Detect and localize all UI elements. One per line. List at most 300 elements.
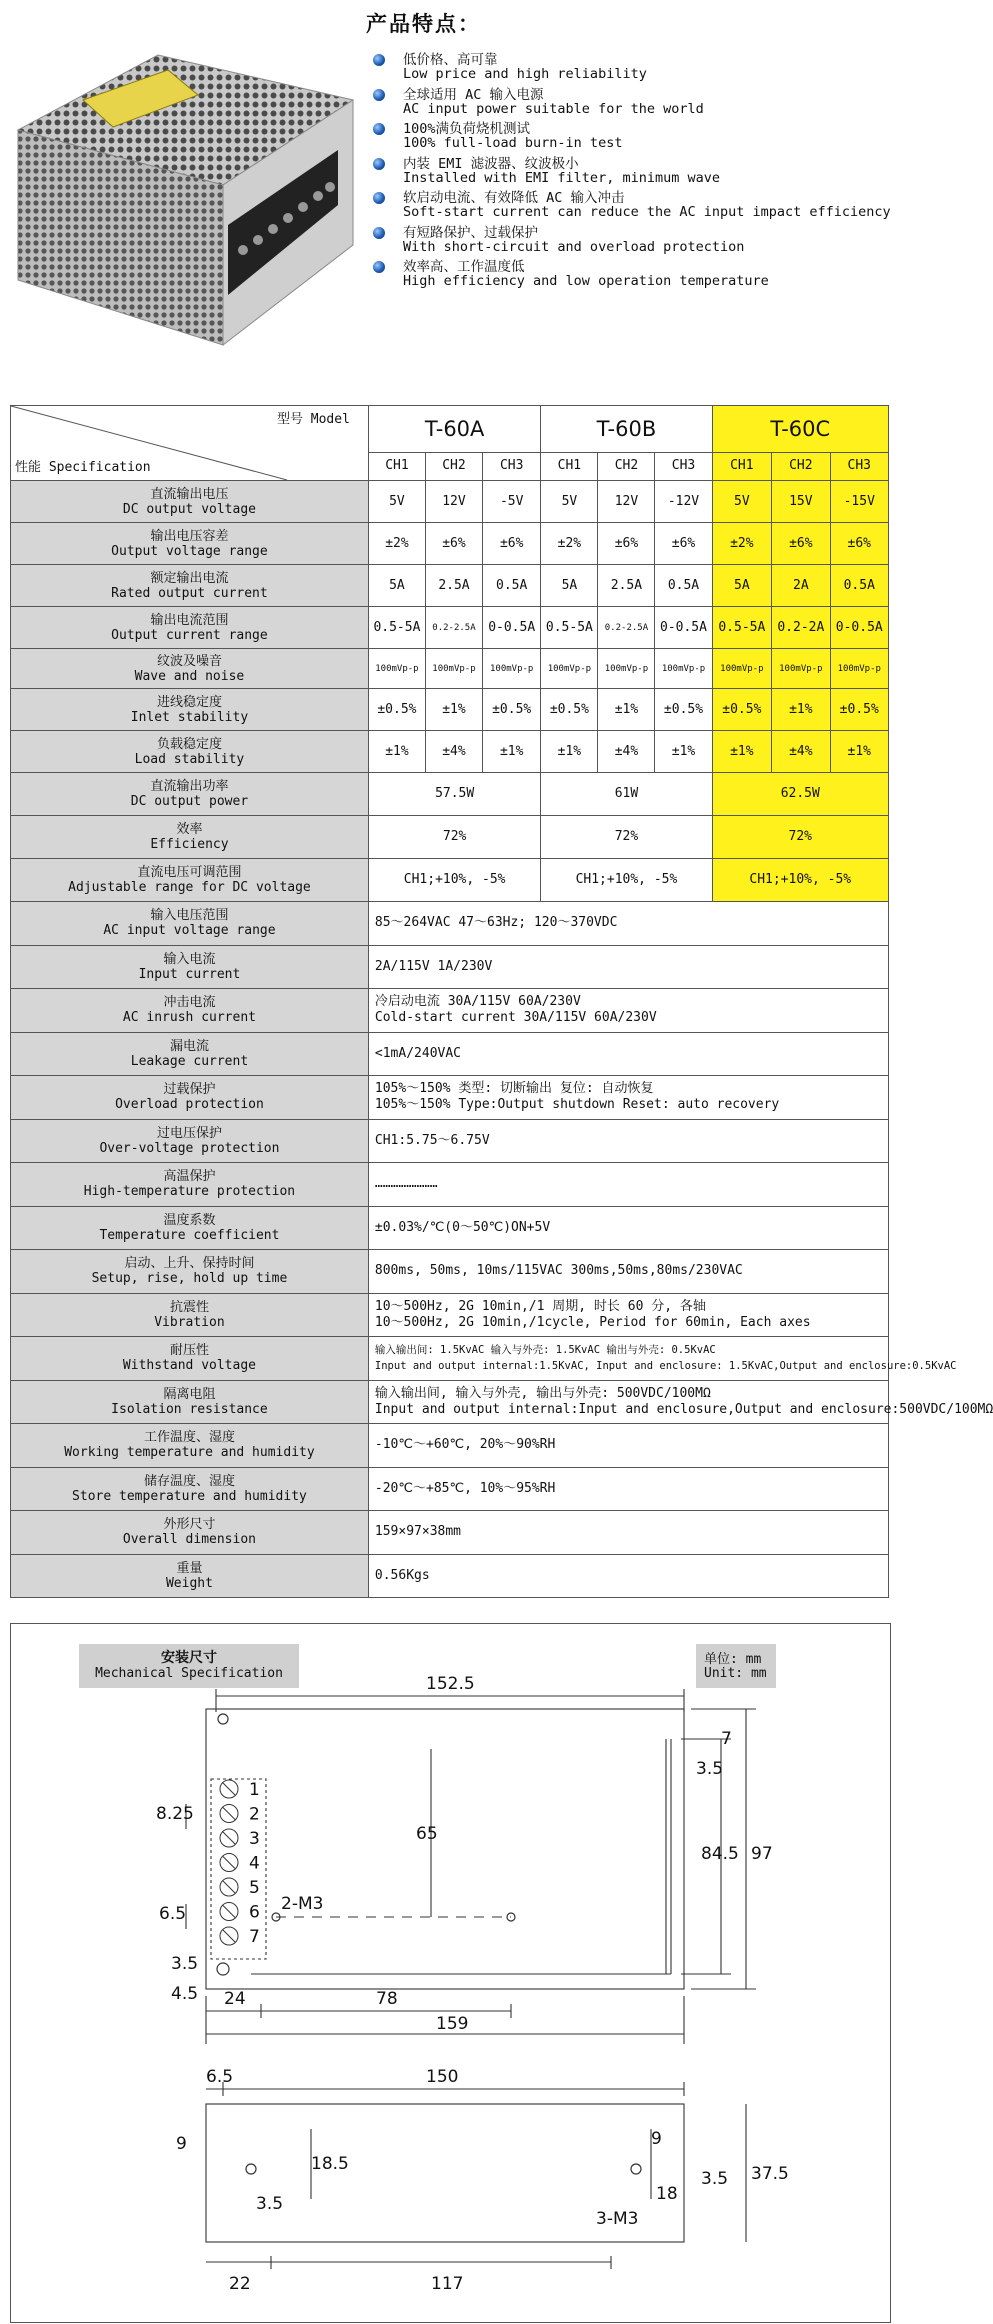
dim-r3-5: 3.5 xyxy=(696,1759,724,1779)
dim-r7: 7 xyxy=(721,1729,732,1749)
general-value-line1: 159×97×38mm xyxy=(374,1524,461,1540)
dim-overall-width: 159 xyxy=(436,2014,469,2034)
table-cell: 100mVp-p xyxy=(483,649,541,689)
row-label-cn: 外形尺寸 xyxy=(163,1517,216,1533)
table-row-general xyxy=(11,1511,889,1555)
table-cell: ±0.5% xyxy=(368,689,425,731)
model-header: T-60C xyxy=(712,406,888,453)
row-label xyxy=(11,1467,369,1511)
table-cell: -12V xyxy=(655,481,712,523)
table-row-general xyxy=(11,902,889,946)
channel-header: CH3 xyxy=(830,452,889,480)
table-cell: ±0.5% xyxy=(655,689,712,731)
bullet-icon xyxy=(373,261,385,273)
table-cell: ±6% xyxy=(598,523,655,565)
row-label-cn: 额定输出电流 xyxy=(150,570,229,586)
dim-bottom-9r: 9 xyxy=(651,2129,662,2149)
terminal-number: 4 xyxy=(249,1853,260,1874)
table-cell: 100mVp-p xyxy=(655,649,712,689)
screw-slash xyxy=(223,1906,235,1918)
table-row-general xyxy=(11,1380,889,1424)
dim-hole-3-5: 3.5 xyxy=(171,1954,199,1974)
row-label-en: Input current xyxy=(138,966,241,982)
table-cell-merged: 72% xyxy=(368,816,540,859)
table-cell: 0.2-2.5A xyxy=(598,607,655,649)
model-header: T-60A xyxy=(368,406,540,453)
table-cell: -15V xyxy=(830,481,889,523)
table-cell: 0-0.5A xyxy=(483,607,541,649)
table-row-general xyxy=(11,1250,889,1294)
row-label xyxy=(11,1250,369,1294)
row-label-cn: 直流电压可调范围 xyxy=(137,865,242,880)
table-cell: 5A xyxy=(712,565,772,607)
model-label: 型号 Model xyxy=(276,412,350,427)
general-value-line2: Input and output internal:1.5KvAC, Input and enclosure: 1.5KvAC,Output and enclosure:0.5KvAC xyxy=(374,1360,957,1373)
dim-h84-5: 84.5 xyxy=(701,1844,739,1864)
row-label-en: DC output power xyxy=(130,794,249,809)
general-value xyxy=(368,1119,888,1163)
table-row-general xyxy=(11,1163,889,1207)
table-row-general xyxy=(11,1076,889,1120)
dim-h65: 65 xyxy=(416,1824,438,1844)
table-cell-merged: 72% xyxy=(541,816,712,859)
hole-bottom-left xyxy=(217,1963,229,1975)
screw-slash xyxy=(223,1930,235,1942)
general-value-line1: 0.56Kgs xyxy=(374,1567,430,1583)
feature-cn: 内装 EMI 滤波器、纹波极小 xyxy=(403,155,579,172)
general-value-line1: 800ms, 50ms, 10ms/115VAC 300ms,50ms,80ms/230VAC xyxy=(374,1263,743,1279)
row-label-cn: 漏电流 xyxy=(169,1038,209,1054)
feature-en: Soft-start current can reduce the AC input impact efficiency xyxy=(403,204,891,220)
table-cell: 2.5A xyxy=(598,565,655,607)
table-row-general xyxy=(11,1206,889,1250)
side-hole-1 xyxy=(246,2164,256,2174)
table-cell: 100mVp-p xyxy=(425,649,482,689)
row-label xyxy=(11,773,369,816)
hole-top-left xyxy=(218,1714,228,1724)
dim-bottom-18-5: 18.5 xyxy=(311,2154,349,2174)
table-cell: ±1% xyxy=(425,689,482,731)
bullet-icon xyxy=(373,192,385,204)
general-value xyxy=(368,1076,888,1120)
row-label xyxy=(11,1424,369,1468)
channel-header: CH3 xyxy=(655,452,712,480)
row-label xyxy=(11,1293,369,1337)
table-cell: 0-0.5A xyxy=(655,607,712,649)
row-label-en: Working temperature and humidity xyxy=(64,1445,315,1461)
feature-en: With short-circuit and overload protection xyxy=(403,238,745,255)
general-value-line1: -10℃～+60℃, 20%～90%RH xyxy=(374,1437,556,1453)
row-label-cn: 重量 xyxy=(176,1560,203,1576)
row-label-en: DC output voltage xyxy=(122,501,256,517)
row-label-en: Overload protection xyxy=(115,1097,264,1113)
dim-bottom-3-5: 3.5 xyxy=(256,2194,284,2214)
bullet-icon xyxy=(373,54,385,66)
row-label-cn: 抗震性 xyxy=(169,1299,209,1315)
row-label-cn: 负载稳定度 xyxy=(156,736,222,752)
row-label xyxy=(11,607,369,649)
dim-left-24: 24 xyxy=(224,1989,246,2009)
row-label-en: AC input voltage range xyxy=(103,923,276,939)
general-value-line2: Cold-start current 30A/115V 60A/230V xyxy=(374,1010,657,1026)
side-hole-2 xyxy=(631,2164,641,2174)
general-value-line2: 105%～150% Type:Output shutdown Reset: auto recovery xyxy=(374,1097,780,1113)
terminal-number: 3 xyxy=(249,1829,260,1849)
table-cell: 0-0.5A xyxy=(830,607,889,649)
table-row xyxy=(11,689,889,731)
table-cell: 100mVp-p xyxy=(368,649,425,689)
table-row xyxy=(11,565,889,607)
row-label-cn: 启动、上升、保持时间 xyxy=(124,1256,255,1272)
table-cell: 0.2-2A xyxy=(772,607,830,649)
row-label xyxy=(11,481,369,523)
table-cell: ±1% xyxy=(483,731,541,773)
table-cell: 0.5-5A xyxy=(712,607,772,649)
general-value xyxy=(368,1424,888,1468)
table-header-row xyxy=(11,406,889,453)
screw-slash xyxy=(223,1808,235,1820)
table-cell: 100mVp-p xyxy=(830,649,889,689)
general-value-line1: 105%～150% 类型: 切断输出 复位: 自动恢复 xyxy=(374,1081,654,1097)
features-title: 产品特点： xyxy=(366,12,481,36)
feature-cn: 软启动电流、有效降低 AC 输入冲击 xyxy=(403,190,625,206)
general-value xyxy=(368,1511,888,1555)
table-cell: ±1% xyxy=(830,731,889,773)
row-label xyxy=(11,945,369,989)
general-value-line1: ±0.03%/℃(0～50℃)ON+5V xyxy=(374,1219,551,1235)
table-cell: 0.5A xyxy=(483,565,541,607)
table-cell: 100mVp-p xyxy=(772,649,830,689)
terminal-number: 1 xyxy=(249,1780,260,1800)
row-label xyxy=(11,1380,369,1424)
row-label-cn: 直流输出功率 xyxy=(150,779,229,794)
dim-8-25: 8.25 xyxy=(156,1804,194,1824)
unit-en: Unit: mm xyxy=(704,1666,767,1681)
row-label-cn: 隔离电阻 xyxy=(163,1386,216,1402)
table-cell: 0.5-5A xyxy=(368,607,425,649)
channel-header: CH2 xyxy=(598,452,655,480)
feature-en: High efficiency and low operation temperature xyxy=(403,273,769,289)
screw-slash xyxy=(223,1857,235,1869)
general-value xyxy=(368,902,888,946)
row-label-en: Setup, rise, hold up time xyxy=(91,1271,288,1287)
row-label xyxy=(11,1206,369,1250)
terminal-number: 6 xyxy=(249,1902,260,1923)
row-label-en: Efficiency xyxy=(150,837,229,852)
table-cell: ±2% xyxy=(712,523,772,565)
table-row xyxy=(11,649,889,689)
table-row-merged xyxy=(11,816,889,859)
table-row-merged xyxy=(11,773,889,816)
bullet-icon xyxy=(373,158,385,170)
table-cell: 100mVp-p xyxy=(712,649,772,689)
row-label xyxy=(11,523,369,565)
bullet-icon xyxy=(373,227,385,239)
row-label-en: Store temperature and humidity xyxy=(72,1488,307,1504)
table-row-general xyxy=(11,1119,889,1163)
dim-bottom-6-5: 6.5 xyxy=(206,2067,234,2087)
dim-6-5: 6.5 xyxy=(159,1904,187,1924)
spec-label: 性能 Specification xyxy=(15,460,151,475)
general-value-line1: 2A/115V 1A/230V xyxy=(374,958,493,974)
table-cell: ±0.5% xyxy=(541,689,598,731)
row-label-en: Inlet stability xyxy=(130,709,249,725)
table-cell: ±1% xyxy=(598,689,655,731)
feature-en: Installed with EMI filter, minimum wave xyxy=(403,169,720,186)
general-value xyxy=(368,1163,888,1207)
model-header: T-60B xyxy=(541,406,712,453)
table-row-general xyxy=(11,1424,889,1468)
row-label-en: Leakage current xyxy=(130,1053,249,1069)
row-label-en: Weight xyxy=(165,1575,213,1591)
table-cell: 100mVp-p xyxy=(541,649,598,689)
table-cell-merged: 72% xyxy=(712,816,888,859)
row-label-en: Rated output current xyxy=(111,585,268,601)
row-label-cn: 效率 xyxy=(176,822,203,837)
table-cell: ±4% xyxy=(425,731,482,773)
row-label xyxy=(11,1076,369,1120)
dim-bottom-9: 9 xyxy=(176,2134,187,2154)
terminal-number: 2 xyxy=(249,1804,260,1825)
table-row-general xyxy=(11,1032,889,1076)
table-cell: 12V xyxy=(598,481,655,523)
channel-header: CH1 xyxy=(541,452,598,480)
general-value-line1: …………………… xyxy=(374,1176,438,1192)
row-label-cn: 温度系数 xyxy=(163,1212,216,1228)
table-row-general xyxy=(11,989,889,1033)
table-cell: 2A xyxy=(772,565,830,607)
feature-en: 100% full-load burn-in test xyxy=(403,135,623,151)
table-cell: ±1% xyxy=(772,689,830,731)
screw-slash xyxy=(223,1783,235,1795)
row-label-en: Wave and noise xyxy=(134,668,245,684)
row-label xyxy=(11,1119,369,1163)
feature-cn: 100%满负荷烧机测试 xyxy=(403,121,531,137)
table-cell: 12V xyxy=(425,481,482,523)
row-label xyxy=(11,902,369,946)
row-label xyxy=(11,859,369,902)
mechanical-title-cn: 安装尺寸 xyxy=(161,1650,217,1666)
dim-2-m3: 2-M3 xyxy=(281,1894,324,1914)
channel-header: CH1 xyxy=(712,452,772,480)
table-cell: ±6% xyxy=(425,523,482,565)
table-cell: 5V xyxy=(368,481,425,523)
feature-cn: 全球适用 AC 输入电源 xyxy=(403,86,544,103)
table-cell: ±6% xyxy=(483,523,541,565)
row-label xyxy=(11,1163,369,1207)
table-cell-merged: CH1;+10%, -5% xyxy=(368,859,540,902)
row-label-cn: 储存温度、湿度 xyxy=(143,1473,235,1489)
channel-header: CH2 xyxy=(772,452,830,480)
spec-table xyxy=(10,405,993,1598)
table-cell-merged: CH1;+10%, -5% xyxy=(712,859,888,902)
unit-cn: 单位: mm xyxy=(704,1652,762,1667)
dimension-labels xyxy=(156,1674,789,2294)
row-label xyxy=(11,1337,369,1381)
row-label-cn: 进线稳定度 xyxy=(156,694,222,710)
top-view-outline xyxy=(206,1709,684,1989)
feature-cn: 效率高、工作温度低 xyxy=(403,259,525,275)
table-row-general xyxy=(11,1467,889,1511)
dim-bottom-150: 150 xyxy=(426,2067,459,2087)
general-value-line1: 85～264VAC 47～63Hz; 120～370VDC xyxy=(374,915,618,931)
table-cell: 2.5A xyxy=(425,565,482,607)
dim-off-4-5: 4.5 xyxy=(171,1984,199,2004)
table-row xyxy=(11,523,889,565)
row-label-en: Isolation resistance xyxy=(111,1401,268,1417)
product-photo xyxy=(8,55,358,355)
table-row-general xyxy=(11,1554,889,1598)
table-row-general xyxy=(11,945,889,989)
channel-header: CH1 xyxy=(368,452,425,480)
row-label-en: Load stability xyxy=(134,751,245,767)
row-label xyxy=(11,565,369,607)
bullet-icon xyxy=(373,89,385,101)
row-label xyxy=(11,1511,369,1555)
table-cell: ±2% xyxy=(541,523,598,565)
row-label-en: AC inrush current xyxy=(122,1010,256,1026)
table-row xyxy=(11,607,889,649)
row-label xyxy=(11,689,369,731)
general-value xyxy=(368,1337,957,1381)
row-label-en: Temperature coefficient xyxy=(99,1227,280,1243)
dim-bottom-3-5r: 3.5 xyxy=(701,2169,729,2189)
row-label-en: Output current range xyxy=(111,627,268,643)
row-label-cn: 纹波及噪音 xyxy=(156,653,222,669)
table-cell: 0.2-2.5A xyxy=(425,607,482,649)
row-label-cn: 直流输出电压 xyxy=(150,486,229,502)
feature-en: Low price and high reliability xyxy=(403,66,647,82)
mechanical-title-en: Mechanical Specification xyxy=(95,1666,283,1681)
table-cell: ±0.5% xyxy=(712,689,772,731)
general-value xyxy=(368,989,888,1033)
table-cell: ±6% xyxy=(772,523,830,565)
table-cell: ±1% xyxy=(712,731,772,773)
general-value xyxy=(368,1293,888,1337)
general-value-line1: 10～500Hz, 2G 10min,/1 周期, 时长 60 分, 各轴 xyxy=(374,1298,706,1314)
features-section xyxy=(0,0,894,395)
table-cell: 0.5-5A xyxy=(541,607,598,649)
row-label-en: Vibration xyxy=(154,1314,225,1330)
general-value xyxy=(368,1032,888,1076)
channel-header: CH3 xyxy=(483,452,541,480)
table-row-general xyxy=(11,1337,889,1381)
table-row-merged xyxy=(11,859,889,902)
dim-bottom-117: 117 xyxy=(431,2274,464,2294)
row-label xyxy=(11,1032,369,1076)
general-value-line1: <1mA/240VAC xyxy=(374,1045,461,1061)
mechanical-drawing xyxy=(11,1624,890,2322)
table-cell: ±2% xyxy=(368,523,425,565)
row-label-en: Withstand voltage xyxy=(122,1358,256,1374)
table-cell: 100mVp-p xyxy=(598,649,655,689)
row-label xyxy=(11,649,369,689)
header-diagonal-cell xyxy=(11,406,369,481)
table-cell: 15V xyxy=(772,481,830,523)
dim-bottom-18: 18 xyxy=(656,2184,678,2204)
row-label-en: Overall dimension xyxy=(122,1532,256,1548)
channel-header: CH2 xyxy=(425,452,482,480)
table-cell: ±4% xyxy=(772,731,830,773)
dim-bottom-22: 22 xyxy=(229,2274,251,2294)
row-label-cn: 冲击电流 xyxy=(163,995,216,1011)
table-cell: 0.5A xyxy=(830,565,889,607)
dim-h97: 97 xyxy=(751,1844,773,1864)
bullet-icon xyxy=(373,123,385,135)
row-label-cn: 过载保护 xyxy=(163,1082,216,1098)
screw-slash xyxy=(223,1832,235,1844)
general-value-line2: Input and output internal:Input and enclosure,Output and enclosure:500VDC/100MΩ xyxy=(374,1401,993,1417)
table-cell: 5A xyxy=(541,565,598,607)
row-label-cn: 输出电压容差 xyxy=(150,528,229,544)
row-label xyxy=(11,731,369,773)
table-cell-merged: 62.5W xyxy=(712,773,888,816)
table-cell-merged: 61W xyxy=(541,773,712,816)
row-label-cn: 输入电流 xyxy=(163,951,216,967)
table-cell: 0.5A xyxy=(655,565,712,607)
row-label-en: Output voltage range xyxy=(111,543,268,559)
row-label-en: Over-voltage protection xyxy=(99,1140,280,1156)
table-cell: ±1% xyxy=(541,731,598,773)
mechanical-section xyxy=(10,1623,891,2323)
row-label-cn: 高温保护 xyxy=(163,1169,216,1185)
table-cell: 5V xyxy=(541,481,598,523)
feature-en: AC input power suitable for the world xyxy=(403,100,704,117)
table-cell: ±1% xyxy=(368,731,425,773)
dim-mid-78: 78 xyxy=(376,1989,398,2009)
table-cell: ±1% xyxy=(655,731,712,773)
table-cell: ±0.5% xyxy=(830,689,889,731)
table-cell: ±4% xyxy=(598,731,655,773)
general-value-line1: 输入输出间, 输入与外壳, 输出与外壳: 500VDC/100MΩ xyxy=(374,1385,711,1401)
general-value xyxy=(368,1250,888,1294)
table-row xyxy=(11,481,889,523)
table-cell: ±0.5% xyxy=(483,689,541,731)
table-cell: ±6% xyxy=(830,523,889,565)
row-label xyxy=(11,1554,369,1598)
row-label-cn: 输入电压范围 xyxy=(150,908,229,924)
feature-cn: 有短路保护、过载保护 xyxy=(403,224,538,241)
row-label xyxy=(11,816,369,859)
row-label xyxy=(11,989,369,1033)
terminal-number: 5 xyxy=(249,1878,260,1898)
feature-cn: 低价格、高可靠 xyxy=(403,52,498,68)
general-value xyxy=(368,945,888,989)
row-label-cn: 过电压保护 xyxy=(156,1125,222,1141)
general-value xyxy=(368,1554,888,1598)
dim-bottom-37-5: 37.5 xyxy=(751,2164,789,2184)
dim-bottom-3-m3: 3-M3 xyxy=(596,2209,639,2229)
terminal-screws xyxy=(220,1780,260,1947)
row-label-en: Adjustable range for DC voltage xyxy=(68,880,311,895)
table-cell: 5V xyxy=(712,481,772,523)
table-cell: ±6% xyxy=(655,523,712,565)
general-value-line1: 输入输出间: 1.5KvAC 输入与外壳: 1.5KvAC 输出与外壳: 0.5KvAC xyxy=(374,1344,716,1357)
table-row xyxy=(11,731,889,773)
table-cell: -5V xyxy=(483,481,541,523)
general-value-line2: 10～500Hz, 2G 10min,/1cycle, Period for 60min, Each axes xyxy=(374,1314,811,1330)
row-label-cn: 工作温度、湿度 xyxy=(143,1430,235,1446)
dim-top-width: 152.5 xyxy=(426,1674,475,1694)
general-value-line1: 冷启动电流 30A/115V 60A/230V xyxy=(374,994,581,1010)
table-cell: 5A xyxy=(368,565,425,607)
general-value xyxy=(368,1467,888,1511)
general-value xyxy=(368,1206,888,1250)
row-label-en: High-temperature protection xyxy=(83,1184,296,1200)
table-cell-merged: 57.5W xyxy=(368,773,540,816)
row-label-cn: 输出电流范围 xyxy=(150,612,229,628)
general-value-line1: -20℃～+85℃, 10%～95%RH xyxy=(374,1480,556,1496)
